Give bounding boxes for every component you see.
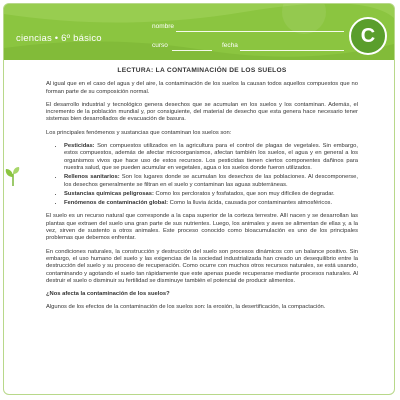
list-item xyxy=(64,174,358,189)
paragraph-effects: Algunos de los efectos de la contaminación de los suelos son: la erosión, la desertificación, la compactación. xyxy=(46,304,326,311)
list-item xyxy=(64,200,358,207)
name-label: nombre xyxy=(152,23,175,30)
contaminants-list xyxy=(46,143,358,207)
date-field[interactable] xyxy=(240,50,344,51)
paragraph-list-intro: Los principales fenómenos y sustancias que contaminan los suelos son: xyxy=(46,129,232,136)
course-field[interactable] xyxy=(172,50,212,51)
paragraph-industrial: El desarrollo industrial y tecnológico genera desechos que se acumulan en los suelos y los contaminan. Además, el incremento de la población mundial y, por consiguiente, del material de desecho que esta genera hace necesario tener sistemas bien desarrollados de evacuación de basura. xyxy=(46,101,358,123)
list-item-term: Rellenos sanitarios: xyxy=(64,174,120,181)
reading-title: LECTURA: LA CONTAMINACIÓN DE LOS SUELOS xyxy=(117,67,287,74)
name-field[interactable] xyxy=(176,31,344,32)
paragraph-balance: En condiciones naturales, la construcción y destrucción del suelo son procesos dinámicos con un balance positivo. Sin embargo, el uso humano del suelo y las exigencias de la sociedad industrializada han creado un desequilibrio entre la destrucción del suelo y su proceso de recuperación. Como ocurre con muchos otros recursos naturales, se está usando, contaminando y agotando el suelo tan rápidamente que este apenas puede recuperarse mediante procesos naturales. Al destruir el suelo o disminuir su fertilidad se disminuye también el potencial de producir alimentos. xyxy=(46,248,358,284)
subject-label: ciencias • 6º básico xyxy=(16,33,102,44)
list-item-term: Sustancias químicas peligrosas: xyxy=(64,190,154,197)
sprout-icon xyxy=(3,165,23,187)
list-item-text: Son los lugares donde se acumulan los desechos de las poblaciones. Al descomponerse, los desechos generalmente se filtran en el suelo y contaminan las aguas subterráneas. xyxy=(64,174,358,188)
paragraph-intro: Al igual que en el caso del agua y del aire, la contaminación de los suelos la causan todos aquellos compuestos que no forman parte de su composición normal. xyxy=(46,81,358,95)
list-item-text: Como la lluvia ácida, causada por contaminantes atmosféricos. xyxy=(168,200,333,207)
date-label: fecha xyxy=(222,42,238,49)
paragraph-natural-resource: El suelo es un recurso natural que corresponde a la capa superior de la corteza terrestre. Allí nacen y se desarrollan las plantas que extraen del suelo una gran parte de sus nutrientes. Luego, los animales y aves se alimentan de ellas y, a la vez, sirven de sustento a otros animales. Este proceso conocido como bioacumulación es uno de los principales problemas que debemos enfrentar. xyxy=(46,213,358,242)
list-item-text: Son compuestos utilizados en la agricultura para el control de plagas de vegetales. Sin embargo, estos compuestos, además de afectar microorganismos, afectan también los suelos, el agua y en general a los organismos vivos que hace uso de estos recursos. Los pesticidas tienen ciertos componentes dañinos para nuestra salud, que se pueden acumular en vegetales, agua o los suelos donde fueron utilizados. xyxy=(64,143,358,171)
list-item-term: Fenómenos de contaminación global: xyxy=(64,200,169,207)
list-item-term: Pesticidas: xyxy=(64,143,95,150)
course-label: curso xyxy=(152,42,168,49)
header-decoration xyxy=(4,4,394,60)
list-item xyxy=(64,143,358,172)
worksheet-header xyxy=(4,4,394,60)
list-item-text: Como los percloratos y fosfatados, que son muy difíciles de degradar. xyxy=(153,190,335,197)
section-heading: ¿Nos afecta la contaminación de los suelos? xyxy=(46,291,170,298)
list-item xyxy=(64,191,358,198)
reading-content xyxy=(46,67,358,318)
subject-badge: C xyxy=(349,17,387,55)
